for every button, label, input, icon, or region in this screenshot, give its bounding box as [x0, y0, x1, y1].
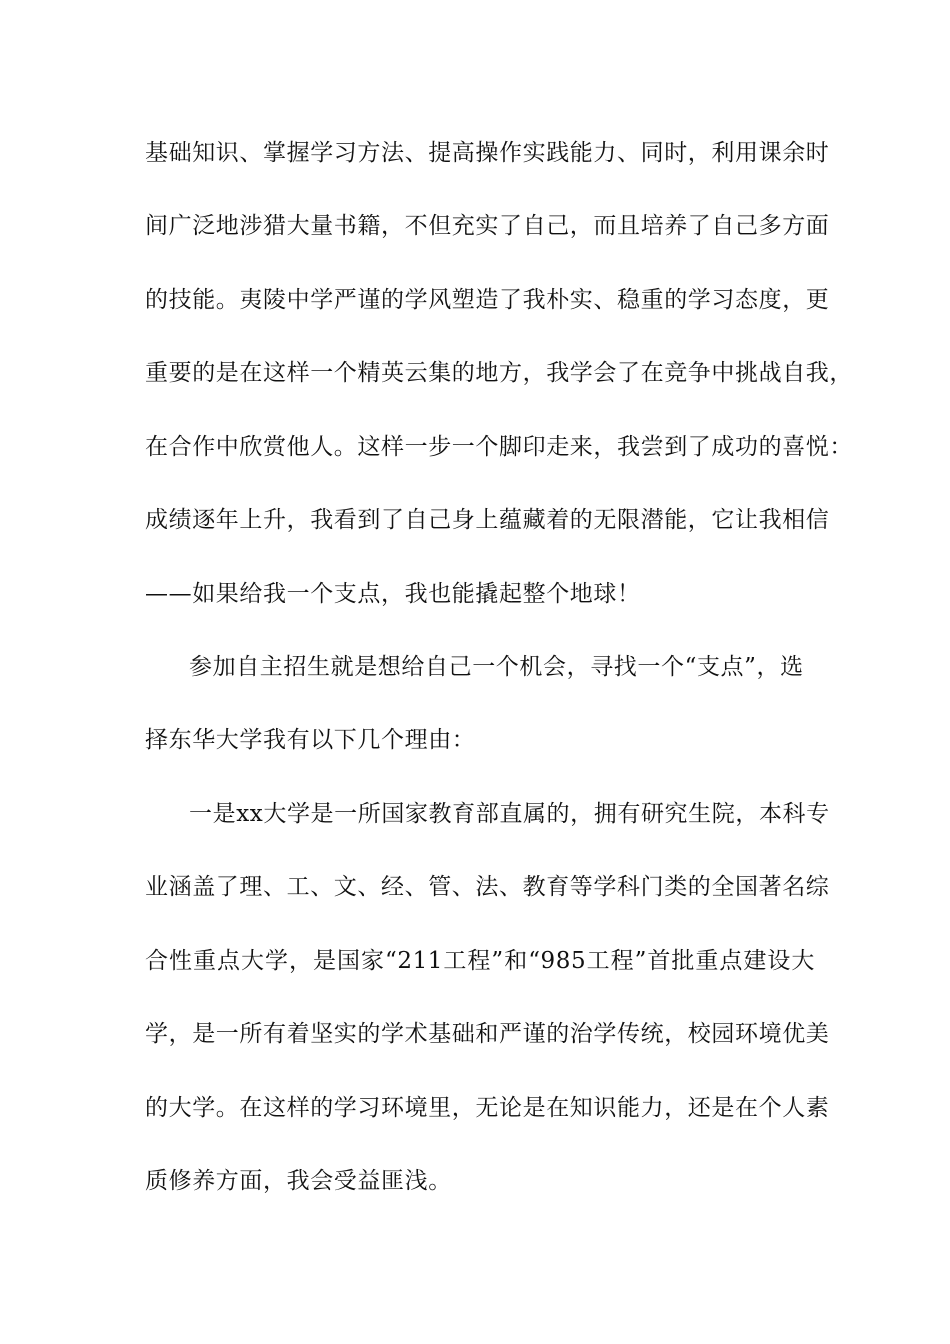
text-line: 业涵盖了理、工、文、经、管、法、教育等学科门类的全国著名综: [145, 874, 830, 900]
text-line: 的技能。夷陵中学严谨的学风塑造了我朴实、稳重的学习态度，更: [145, 287, 830, 313]
text-line: 合性重点大学，是国家“211工程”和“985工程”首批重点建设大: [145, 948, 815, 974]
text-line: 间广泛地涉猎大量书籍，不但充实了自己，而且培养了自己多方面: [145, 213, 830, 239]
text-line: 择东华大学我有以下几个理由：: [145, 727, 476, 753]
text-line: 成绩逐年上升，我看到了自己身上蕴藏着的无限潜能，它让我相信: [145, 507, 830, 533]
text-line: 学，是一所有着坚实的学术基础和严谨的治学传统，校园环境优美: [145, 1021, 830, 1047]
text-line: ——如果给我一个支点，我也能撬起整个地球！: [145, 581, 641, 607]
text-line: 在合作中欣赏他人。这样一步一个脚印走来，我尝到了成功的喜悦：: [145, 434, 853, 460]
text-line: 基础知识、掌握学习方法、提高操作实践能力、同时，利用课余时: [145, 140, 830, 166]
paragraph-first-line: 一是xx大学是一所国家教育部直属的，拥有研究生院，本科专: [189, 801, 830, 827]
text-line: 重要的是在这样一个精英云集的地方，我学会了在竞争中挑战自我，: [145, 360, 853, 386]
text-line: 质修养方面，我会受益匪浅。: [145, 1168, 452, 1194]
text-line: 的大学。在这样的学习环境里，无论是在知识能力，还是在个人素: [145, 1095, 830, 1121]
paragraph-first-line: 参加自主招生就是想给自己一个机会，寻找一个“支点”，选: [189, 654, 804, 680]
